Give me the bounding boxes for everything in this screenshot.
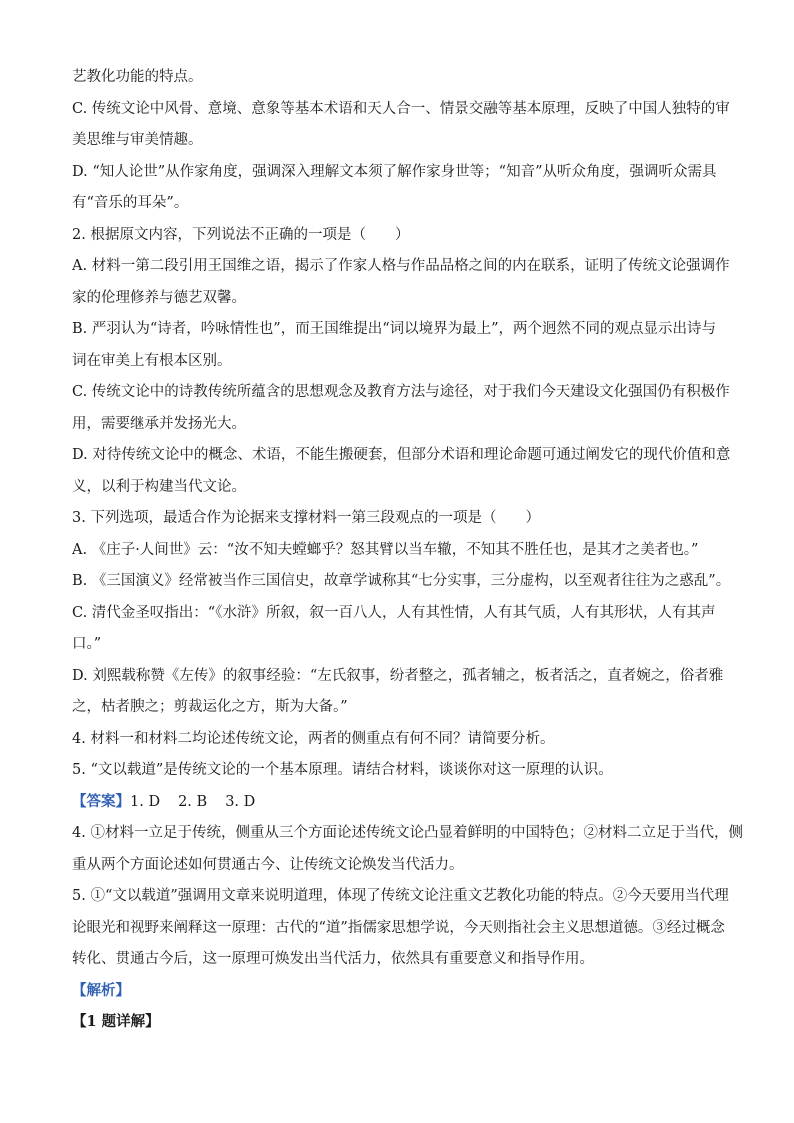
answer-item: 1. D: [130, 794, 161, 810]
text-line: D. 刘熙载称赞《左传》的叙事经验：“左氏叙事，纷者整之，孤者辅之，板者活之，直者婉之，俗者雅: [72, 668, 724, 684]
text-line: C. 传统文论中的诗教传统所蕴含的思想观念及教育方法与途径，对于我们今天建设文化强国仍有积极作: [72, 384, 730, 400]
text-line: C. 清代金圣叹指出：“《水浒》所叙，叙一百八人，人有其性情，人有其气质，人有其形状，人有其声: [72, 605, 716, 621]
answer-item: 3. D: [225, 794, 256, 810]
text-line: 用，需要继承并发扬光大。: [72, 416, 246, 432]
text-line: A. 《庄子·人间世》云：“汝不知夫螳螂乎？怒其臂以当车辙，不知其不胜任也，是其才之美者也。”: [72, 542, 699, 558]
question-4: 4. 材料一和材料二均论述传统文论，两者的侧重点有何不同？请简要分析。: [72, 731, 555, 747]
answer-line: 4. ①材料一立足于传统，侧重从三个方面论述传统文论凸显着鲜明的中国特色；②材料二立足于当代，侧: [72, 825, 743, 841]
detail-label: 【1 题详解】: [72, 1013, 160, 1030]
analysis-label: 【解析】: [72, 982, 130, 999]
question-5: 5. “文以载道”是传统文论的一个基本原理。请结合材料，谈谈你对这一原理的认识。: [72, 762, 613, 778]
text-line: 有“音乐的耳朵”。: [72, 195, 189, 211]
question-3: 3. 下列选项，最适合作为论据来支撑材料一第三段观点的一项是（ ）: [72, 510, 540, 526]
text-line: 之，枯者腴之；剪裁运化之方，斯为大备。”: [72, 699, 348, 715]
text-line: D. 对待传统文论中的概念、术语，不能生搬硬套，但部分术语和理论命题可通过阐发它的现代价值和意: [72, 447, 731, 463]
answer-row: [72, 792, 732, 812]
text-line: B. 严羽认为“诗者，吟咏情性也”，而王国维提出“词以境界为最上”，两个迥然不同的观点显示出诗与: [72, 321, 717, 337]
text-line: D. “知人论世”从作家角度，强调深入理解文本须了解作家身世等；“知音”从听众角度，强调听众需具: [72, 164, 717, 180]
text-line: 口。”: [72, 636, 102, 652]
answer-line: 转化、贯通古今后，这一原理可焕发出当代活力，依然具有重要意义和指导作用。: [72, 951, 594, 967]
text-line: 义，以利于构建当代文论。: [72, 479, 246, 495]
text-line: 词在审美上有根本区别。: [72, 353, 232, 369]
text-line: B. 《三国演义》经常被当作三国信史，故章学诚称其“七分实事，三分虚构，以至观者往往为之惑乱”。: [72, 573, 731, 589]
text-line: 家的伦理修养与德艺双馨。: [72, 290, 246, 306]
text-line: 艺教化功能的特点。: [72, 69, 203, 85]
answer-item: 2. B: [178, 794, 208, 810]
answer-line: 论眼光和视野来阐释这一原理：古代的“道”指儒家思想学说，今天则指社会主义思想道德。③经过概念: [72, 920, 725, 936]
text-line: 美思维与审美情趣。: [72, 132, 203, 148]
answer-line: 5. ①“文以载道”强调用文章来说明道理，体现了传统文论注重文艺教化功能的特点。②今天要用当代理: [72, 888, 729, 904]
text-line: A. 材料一第二段引用王国维之语，揭示了作家人格与作品品格之间的内在联系，证明了传统文论强调作: [72, 258, 730, 274]
question-2: 2. 根据原文内容，下列说法不正确的一项是（ ）: [72, 227, 410, 243]
answer-label: 【答案】: [72, 793, 130, 810]
text-line: C. 传统文论中风骨、意境、意象等基本术语和天人合一、情景交融等基本原理，反映了中国人独特的审: [72, 101, 730, 117]
answer-line: 重从两个方面论述如何贯通古今、让传统文论焕发当代活力。: [72, 857, 464, 873]
